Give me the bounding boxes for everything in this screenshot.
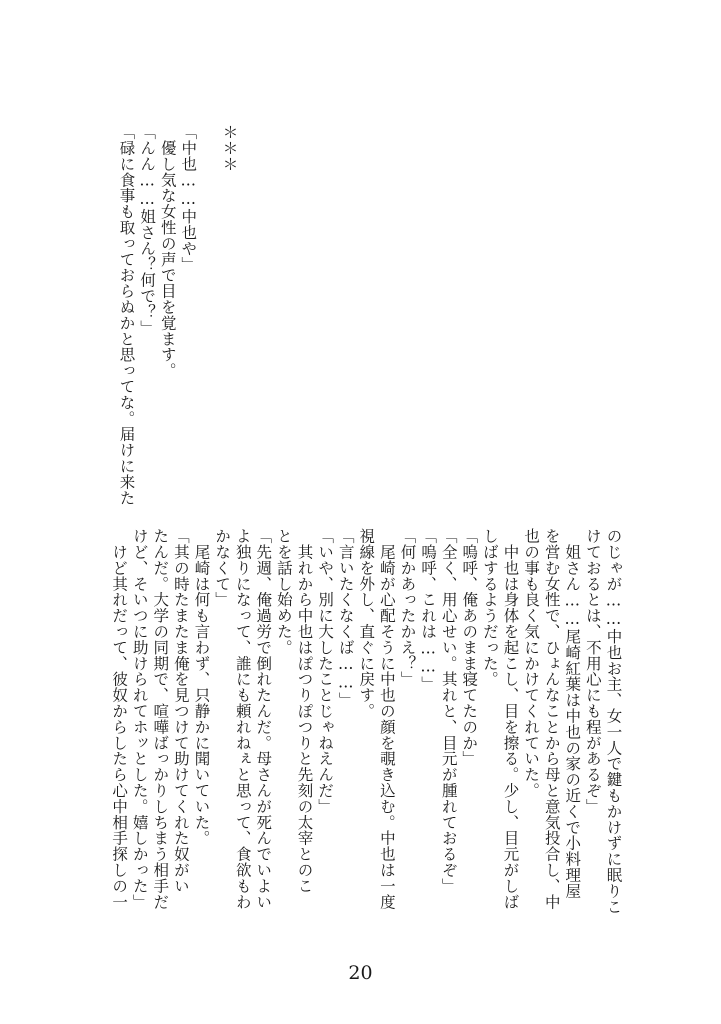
text-column: たんだ。大学の同期で、喧嘩ばっかりしちまう相手だ <box>151 528 170 910</box>
text-column: 也の事も良く気にかけてくれていた。 <box>522 528 541 799</box>
text-column: けておるとは、不用心にも程があるぞ」 <box>583 528 602 815</box>
text-column: けど、そいつに助けられてホッとした。嬉しかった」 <box>130 528 149 910</box>
text-column: けど其れだって、彼奴からしたら心中相手探しの一 <box>110 528 129 910</box>
text-column: 「いや、別に大したことじゃねえんだ」 <box>316 528 335 815</box>
text-column: 「其の時たまたま俺を見つけて助けてくれた奴がい <box>171 528 190 894</box>
text-column: 「中也……中也や」 <box>179 124 198 273</box>
text-column: かなくて」 <box>213 528 232 608</box>
text-column: 優し気な女性の声で目を覚ます。 <box>158 124 177 379</box>
text-column: 「言いたくなくば……」 <box>336 528 355 708</box>
text-column: 「先週、俺過労で倒れたんだ。母さんが死んでいよい <box>254 528 273 910</box>
text-column: しばするようだった。 <box>480 528 499 687</box>
text-column: ＊＊＊ <box>220 124 239 172</box>
text-column: 「碌に食事も取っておらぬかと思ってな。届けに来た <box>117 124 136 506</box>
text-column: 中也は身体を起こし、目を擦る。少し、目元がしば <box>501 528 520 910</box>
text-column: 視線を外し、直ぐに戻す。 <box>357 528 376 719</box>
text-column: 尾崎が心配そうに中也の顔を覗き込む。中也は一度 <box>377 528 396 910</box>
text-column: 「全く、用心せい。其れと、目元が腫れておるぞ」 <box>439 528 458 894</box>
text-column: を営む女性で、ひょんなことから母と意気投合し、中 <box>542 528 561 910</box>
text-column: 尾崎は何も言わず、只静かに聞いていた。 <box>192 528 211 846</box>
page-number: 20 <box>348 962 373 984</box>
text-column: 「何かあったかえ？」 <box>398 528 417 687</box>
text-column: 其れから中也はぽつりぽつりと先刻の太宰とのこ <box>295 528 314 894</box>
text-column: 「嗚呼、これは……」 <box>419 528 438 692</box>
text-column: とを話し始めた。 <box>274 528 293 656</box>
text-column: 姐さん……尾崎紅葉は中也の家の近くで小料理屋 <box>563 528 582 899</box>
text-column: のじゃが……中也お主、女一人で鍵もかけずに眠りこ <box>604 528 623 915</box>
text-column: よ独りになって、誰にも頼れねぇと思って、食欲もわ <box>233 528 252 910</box>
text-column: 「んん……姐さん？何で？」 <box>138 124 157 336</box>
text-column: 「嗚呼、俺あのまま寝てたのか」 <box>460 528 479 767</box>
